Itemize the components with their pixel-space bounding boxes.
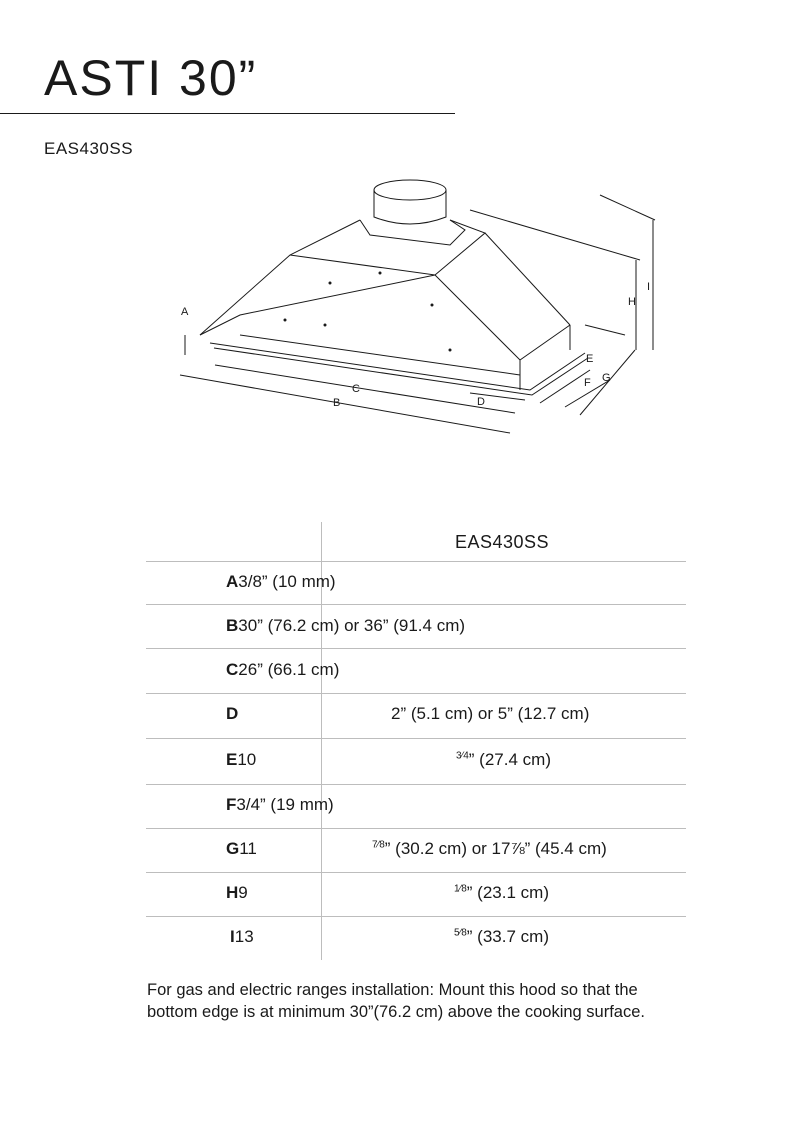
row-fraction: 5⁄8 <box>454 927 467 939</box>
table-row <box>146 561 686 605</box>
table-row <box>146 828 686 873</box>
installation-note: For gas and electric ranges installation: Mount this hood so that the bottom edge is at minimum 30”(76.2 cm) above the cooking surface. <box>147 981 645 1021</box>
row-value: 30” (76.2 cm) or 36” (91.4 cm) <box>238 616 466 635</box>
table-row <box>146 738 686 785</box>
dimension-label-d: D <box>477 396 485 408</box>
row-key: G <box>226 839 240 858</box>
table-header-row <box>146 522 686 562</box>
dimension-label-i: I <box>647 281 651 293</box>
model-code: EAS430SS <box>44 139 134 158</box>
row-key: F <box>226 795 237 814</box>
table-row <box>146 784 686 829</box>
row-key: C <box>226 660 239 679</box>
row-key: D <box>226 704 239 723</box>
row-value: 3/8” (10 mm) <box>238 572 336 591</box>
dimension-label-h: H <box>628 296 636 308</box>
dimension-label-f: F <box>584 377 591 389</box>
row-value: ” (30.2 cm) or 17⅞” (45.4 cm) <box>384 839 607 858</box>
row-prefix: 13 <box>234 927 254 946</box>
row-key: E <box>226 750 238 769</box>
dimension-label-e: E <box>586 353 594 365</box>
table-row <box>146 604 686 649</box>
row-key: A <box>226 572 239 591</box>
row-key: H <box>226 883 239 902</box>
table-column-header: EAS430SS <box>455 532 550 552</box>
row-prefix: 10 <box>237 750 257 769</box>
row-prefix: 9 <box>238 883 248 902</box>
table-row <box>146 693 686 739</box>
dimension-label-b: B <box>333 397 341 409</box>
row-value: ” (33.7 cm) <box>466 927 549 946</box>
table-row <box>146 648 686 694</box>
row-prefix: 11 <box>239 839 257 858</box>
row-key: B <box>226 616 239 635</box>
row-value: 3/4” (19 mm) <box>236 795 334 814</box>
row-value: ” (27.4 cm) <box>468 750 551 769</box>
dimension-label-g: G <box>602 372 611 384</box>
row-fraction: 1⁄8 <box>454 883 467 895</box>
title-divider <box>0 113 455 114</box>
hood-dimension-diagram <box>170 175 670 445</box>
page-title: ASTI 30” <box>44 50 258 106</box>
row-value: ” (23.1 cm) <box>466 883 549 902</box>
row-fraction: 3⁄4 <box>456 750 469 762</box>
row-value: 2” (5.1 cm) or 5” (12.7 cm) <box>391 704 590 723</box>
row-value: 26” (66.1 cm) <box>238 660 340 679</box>
row-fraction: 7⁄8 <box>372 839 385 851</box>
table-row <box>146 916 686 960</box>
dimension-label-c: C <box>352 383 360 395</box>
row-key: I <box>230 927 235 946</box>
table-row <box>146 872 686 917</box>
dimension-label-a: A <box>181 306 189 318</box>
